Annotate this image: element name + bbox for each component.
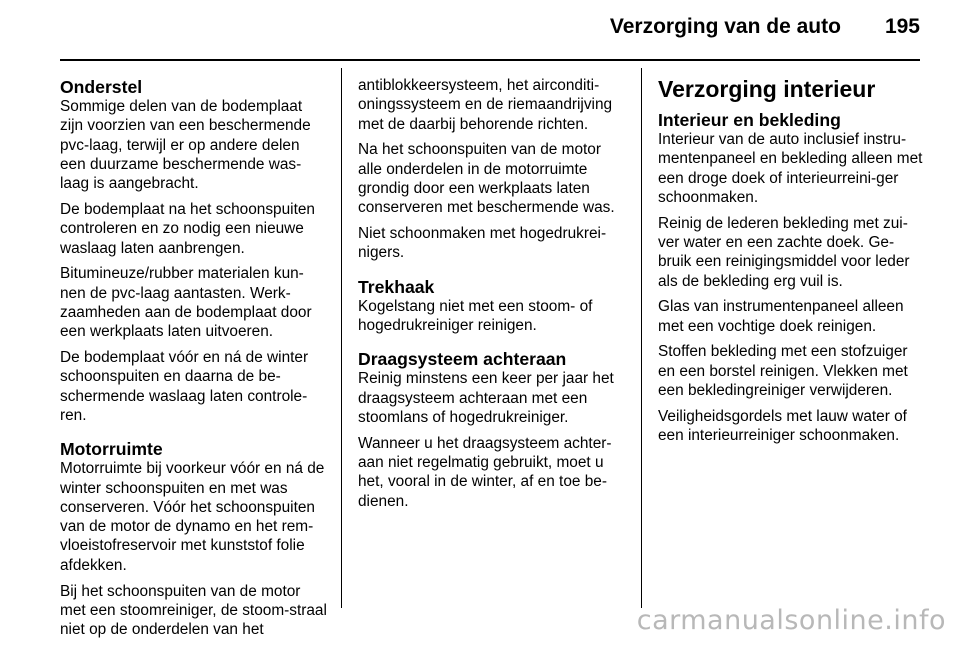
page-number: 195	[884, 15, 920, 38]
paragraph: Sommige delen van de bodemplaat zijn voorzien van een beschermende pvc-laag, terwijl er op andere delen een duurzame beschermende was-laag is aangebracht.	[60, 98, 311, 193]
column-2	[358, 76, 628, 517]
paragraph: Interieur van de auto inclusief instru-mentenpaneel en bekleding alleen met een droge doek of interieurreini-ger schoonmaken.	[658, 131, 923, 206]
paragraph: Reinig de lederen bekleding met zui-ver water en een zachte doek. Ge-bruik een reinigingsmiddel voor leder als de bekleding erg vuil is.	[658, 214, 910, 290]
column-divider-2	[641, 68, 642, 608]
heading-trekhaak: Trekhaak	[358, 276, 435, 297]
section-title: Verzorging interieur	[658, 76, 876, 102]
watermark: carmanualsonline.info	[636, 605, 946, 636]
header-title: Verzorging van de auto	[609, 15, 841, 38]
paragraph: Glas van instrumentenpaneel alleen met een vochtige doek reinigen.	[658, 298, 904, 335]
heading-draagsysteem: Draagsysteem achteraan	[358, 349, 567, 370]
paragraph: Reinig minstens een keer per jaar het draagsysteem achteraan met een stoomlans of hogedrukreiniger.	[358, 370, 614, 426]
paragraph: Stoffen bekleding met een stofzuiger en een borstel reinigen. Vlekken met een bekledingreiniger verwijderen.	[658, 343, 908, 400]
paragraph: Na het schoonspuiten van de motor alle onderdelen in de motorruimte grondig door een werkplaats laten conserveren met beschermende was.	[358, 141, 615, 217]
paragraph: De bodemplaat vóór en ná de winter schoonspuiten en daarna de be-schermende waslaag laten controle-ren.	[60, 349, 309, 424]
paragraph: Wanneer u het draagsysteem achter-aan niet regelmatig gebruikt, moet u het, vooral in de winter, af en toe be-dienen.	[358, 434, 612, 510]
paragraph: Niet schoonmaken met hogedrukrei-nigers.	[358, 225, 607, 262]
paragraph: De bodemplaat na het schoonspuiten controleren en zo nodig een nieuwe waslaag laten aanbrengen.	[60, 200, 315, 257]
paragraph: Motorruimte bij voorkeur vóór en ná de winter schoonspuiten en met was conserveren. Vóór het schoonspuiten van de motor de dynamo en het rem-vloeistofreservoir met kunststof folie afdekken.	[60, 460, 325, 574]
page-header	[610, 16, 920, 37]
heading-motorruimte: Motorruimte	[60, 439, 163, 460]
column-3	[658, 76, 924, 452]
paragraph: antiblokkeersysteem, het airconditi-oningssysteem en de riemaandrijving met de daarbij behorende richten.	[358, 77, 613, 133]
paragraph: Veiligheidsgordels met lauw water of een interieurreiniger schoonmaken.	[658, 407, 907, 445]
header-rule	[60, 59, 920, 61]
paragraph: Bij het schoonspuiten van de motor met een stoomreiniger, de stoom-straal niet op de onderdelen van het	[60, 582, 327, 639]
heading-interieur: Interieur en bekleding	[658, 110, 841, 130]
paragraph: Bitumineuze/rubber materialen kun-nen de pvc-laag aantasten. Werk-zaamheden aan de bodemplaat door een werkplaats laten uitvoeren.	[60, 265, 312, 341]
heading-onderstel: Onderstel	[60, 77, 143, 97]
paragraph: Kogelstang niet met een stoom- of hogedrukreiniger reinigen.	[358, 297, 593, 334]
column-1	[60, 77, 328, 646]
column-divider-1	[341, 68, 342, 608]
